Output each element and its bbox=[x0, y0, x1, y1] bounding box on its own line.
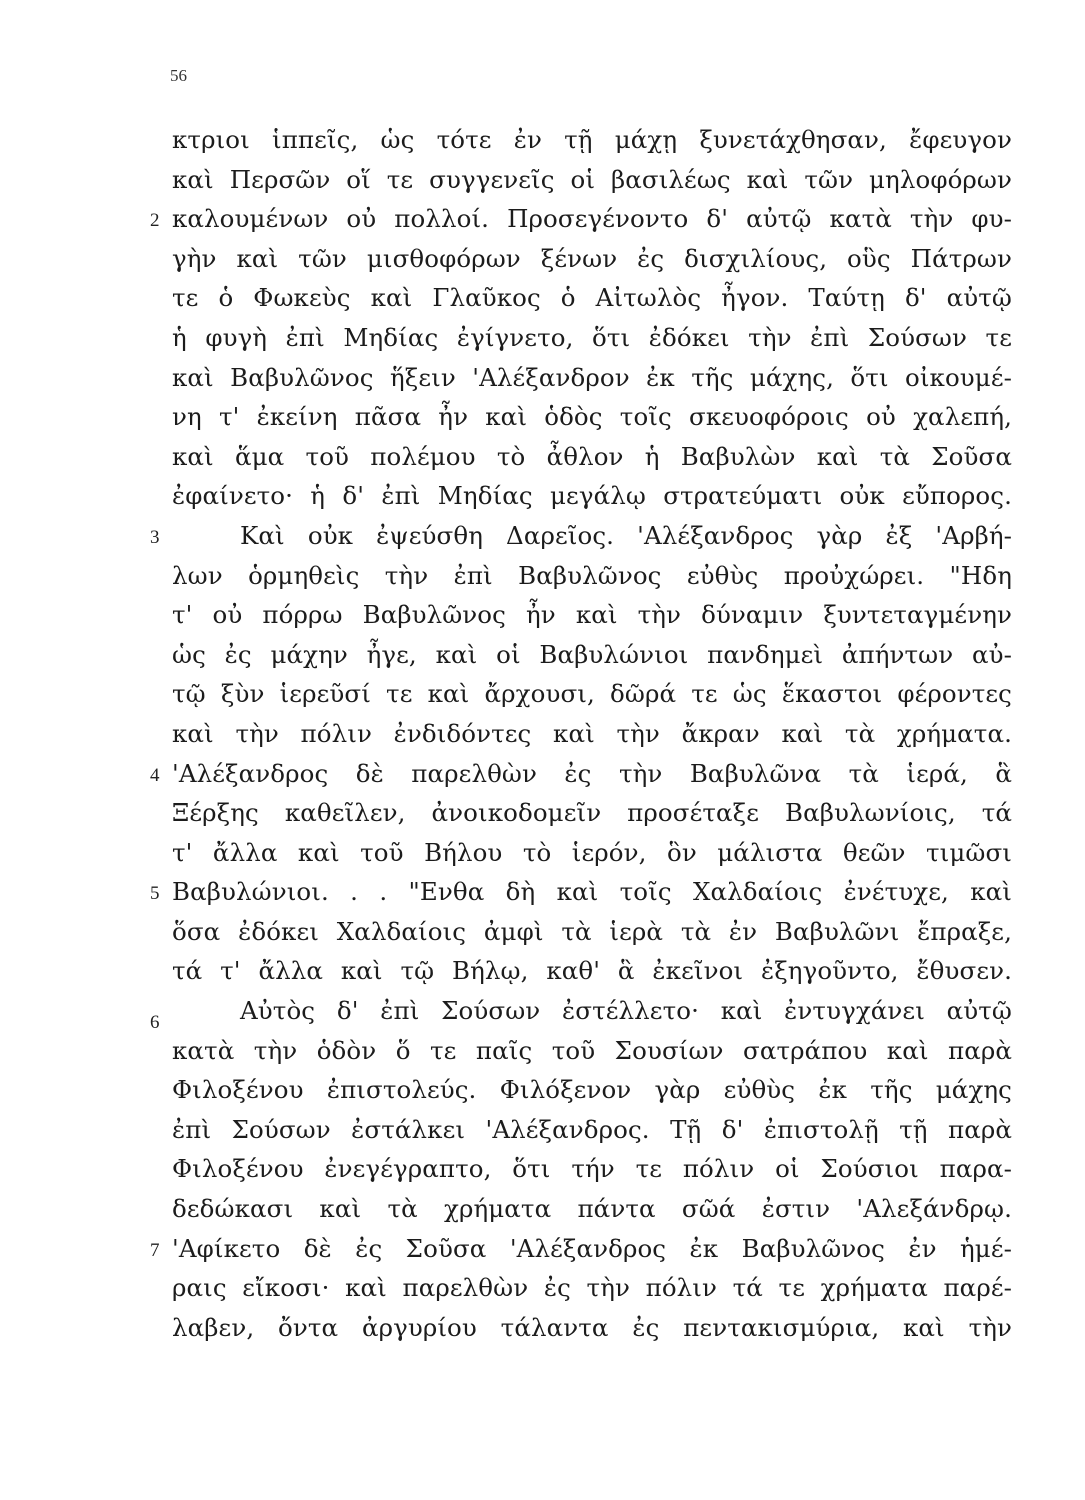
greek-text-body bbox=[0, 120, 1085, 1347]
line-text: καὶ Περσῶν οἵ τε συγγενεῖς οἱ βασιλέως καὶ τῶν μηλοφόρων bbox=[172, 164, 1012, 194]
line-text: τε ὁ Φωκεὺς καὶ Γλαῦκος ὁ Αἰτωλὸς ἦγον. Ταύτῃ δ' αὐτῷ bbox=[172, 283, 1012, 313]
line-text: τ' οὐ πόρρω Βαβυλῶνος ἦν καὶ τὴν δύναμιν ξυντεταγμένην bbox=[172, 600, 1012, 630]
text-line bbox=[0, 793, 1085, 833]
text-line bbox=[0, 199, 1085, 239]
line-text: ἐπὶ Σούσων ἐστάλκει 'Αλέξανδρος. Τῇ δ' ἐπιστολῇ τῇ παρὰ bbox=[172, 1114, 1012, 1144]
line-text: Καὶ οὐκ ἐψεύσθη Δαρεῖος. 'Αλέξανδρος γὰρ ἐξ 'Αρβή- bbox=[240, 520, 1012, 550]
text-line bbox=[0, 1149, 1085, 1189]
page-number: 56 bbox=[170, 66, 187, 85]
line-text: τά τ' ἄλλα καὶ τῷ Βήλῳ, καθ' ἃ ἐκεῖνοι ἐξηγοῦντο, ἔθυσεν. bbox=[172, 956, 1012, 986]
line-text: καὶ Βαβυλῶνος ἥξειν 'Αλέξανδρον ἐκ τῆς μάχης, ὅτι οἰκουμέ- bbox=[172, 362, 1012, 392]
section-number: 2 bbox=[150, 210, 160, 232]
line-text: Φιλοξένου ἐπιστολεύς. Φιλόξενον γὰρ εὐθὺς ἐκ τῆς μάχης bbox=[172, 1075, 1012, 1105]
text-line bbox=[0, 595, 1085, 635]
text-line bbox=[0, 714, 1085, 754]
line-text: κτριοι ἱππεῖς, ὡς τότε ἐν τῇ μάχῃ ξυνετάχθησαν, ἔφευγον bbox=[172, 125, 1012, 154]
text-line bbox=[0, 1268, 1085, 1308]
line-text: τῷ ξὺν ἱερεῦσί τε καὶ ἄρχουσι, δῶρά τε ὡς ἕκαστοι φέροντες bbox=[172, 679, 1012, 709]
line-text: γὴν καὶ τῶν μισθοφόρων ξένων ἐς δισχιλίους, οὓς Πάτρων bbox=[172, 243, 1012, 273]
text-line bbox=[0, 516, 1085, 556]
text-line bbox=[0, 1031, 1085, 1071]
text-line bbox=[0, 358, 1085, 398]
text-line bbox=[0, 160, 1085, 200]
text-line bbox=[0, 120, 1085, 160]
line-text: Ξέρξης καθεῖλεν, ἀνοικοδομεῖν προσέταξε Βαβυλωνίοις, τά bbox=[172, 798, 1012, 828]
line-text: τ' ἄλλα καὶ τοῦ Βήλου τὸ ἱερόν, ὃν μάλιστα θεῶν τιμῶσι bbox=[172, 837, 1012, 867]
text-line bbox=[0, 754, 1085, 794]
line-text: λων ὁρμηθεὶς τὴν ἐπὶ Βαβυλῶνος εὐθὺς προὐχώρει. "Ηδη bbox=[172, 560, 1012, 590]
line-text: 'Αλέξανδρος δὲ παρελθὼν ἐς τὴν Βαβυλῶνα τὰ ἱερά, ἃ bbox=[172, 758, 1012, 788]
line-text: καλουμένων οὐ πολλοί. Προσεγένοντο δ' αὐτῷ κατὰ τὴν φυ- bbox=[172, 204, 1012, 234]
text-line bbox=[0, 318, 1085, 358]
line-text: λαβεν, ὄντα ἀργυρίου τάλαντα ἐς πεντακισμύρια, καὶ τὴν bbox=[172, 1312, 1012, 1342]
section-number: 5 bbox=[150, 883, 160, 905]
text-line bbox=[0, 674, 1085, 714]
text-line bbox=[0, 476, 1085, 516]
line-text: ὡς ἐς μάχην ἦγε, καὶ οἱ Βαβυλώνιοι πανδημεὶ ἀπήντων αὐ- bbox=[172, 639, 1012, 669]
section-number: 7 bbox=[150, 1239, 160, 1261]
line-text: ραις εἴκοσι· καὶ παρελθὼν ἐς τὴν πόλιν τά τε χρήματα παρέ- bbox=[172, 1273, 1012, 1303]
text-line bbox=[0, 1308, 1085, 1348]
text-line bbox=[0, 1189, 1085, 1229]
line-text: 'Αφίκετο δὲ ἐς Σοῦσα 'Αλέξανδρος ἐκ Βαβυλῶνος ἐν ἡμέ- bbox=[172, 1233, 1012, 1263]
section-number: 3 bbox=[150, 526, 160, 548]
text-line bbox=[0, 1070, 1085, 1110]
text-line bbox=[0, 239, 1085, 279]
text-line bbox=[0, 278, 1085, 318]
text-line bbox=[0, 397, 1085, 437]
text-line bbox=[0, 991, 1085, 1034]
line-text: καὶ τὴν πόλιν ἐνδιδόντες καὶ τὴν ἄκραν καὶ τὰ χρήματα. bbox=[172, 718, 1012, 748]
line-text: Βαβυλώνιοι. . . "Ενθα δὴ καὶ τοῖς Χαλδαίοις ἐνέτυχε, καὶ bbox=[172, 877, 1012, 907]
line-text: Φιλοξένου ἐνεγέγραπτο, ὅτι τήν τε πόλιν οἱ Σούσιοι παρα- bbox=[172, 1154, 1012, 1184]
text-line bbox=[0, 1110, 1085, 1150]
line-text: ἡ φυγὴ ἐπὶ Μηδίας ἐγίγνετο, ὅτι ἐδόκει τὴν ἐπὶ Σούσων τε bbox=[172, 322, 1012, 352]
text-line bbox=[0, 437, 1085, 477]
line-text: καὶ ἅμα τοῦ πολέμου τὸ ἆθλον ἡ Βαβυλὼν καὶ τὰ Σοῦσα bbox=[172, 441, 1012, 471]
line-text: ὅσα ἐδόκει Χαλδαίοις ἀμφὶ τὰ ἱερὰ τὰ ἐν Βαβυλῶνι ἔπραξε, bbox=[172, 916, 1012, 946]
text-line bbox=[0, 872, 1085, 912]
text-line bbox=[0, 912, 1085, 952]
line-text: δεδώκασι καὶ τὰ χρήματα πάντα σῶά ἐστιν 'Αλεξάνδρῳ. bbox=[172, 1194, 1012, 1224]
section-number: 6 bbox=[150, 1012, 160, 1034]
text-line bbox=[0, 635, 1085, 675]
section-number: 4 bbox=[150, 764, 160, 786]
text-line bbox=[0, 833, 1085, 873]
line-text: νη τ' ἐκείνη πᾶσα ἦν καὶ ὁδὸς τοῖς σκευοφόροις οὐ χαλεπή, bbox=[172, 402, 1012, 432]
line-text: Αὐτὸς δ' ἐπὶ Σούσων ἐστέλλετο· καὶ ἐντυγχάνει αὐτῷ bbox=[240, 996, 1012, 1026]
text-line bbox=[0, 951, 1085, 991]
text-line bbox=[0, 1229, 1085, 1269]
line-text: ἐφαίνετο· ἡ δ' ἐπὶ Μηδίας μεγάλῳ στρατεύματι οὐκ εὔπορος. bbox=[172, 481, 1012, 511]
text-line bbox=[0, 556, 1085, 596]
line-text: κατὰ τὴν ὁδὸν ὅ τε παῖς τοῦ Σουσίων σατράπου καὶ παρὰ bbox=[172, 1035, 1012, 1065]
